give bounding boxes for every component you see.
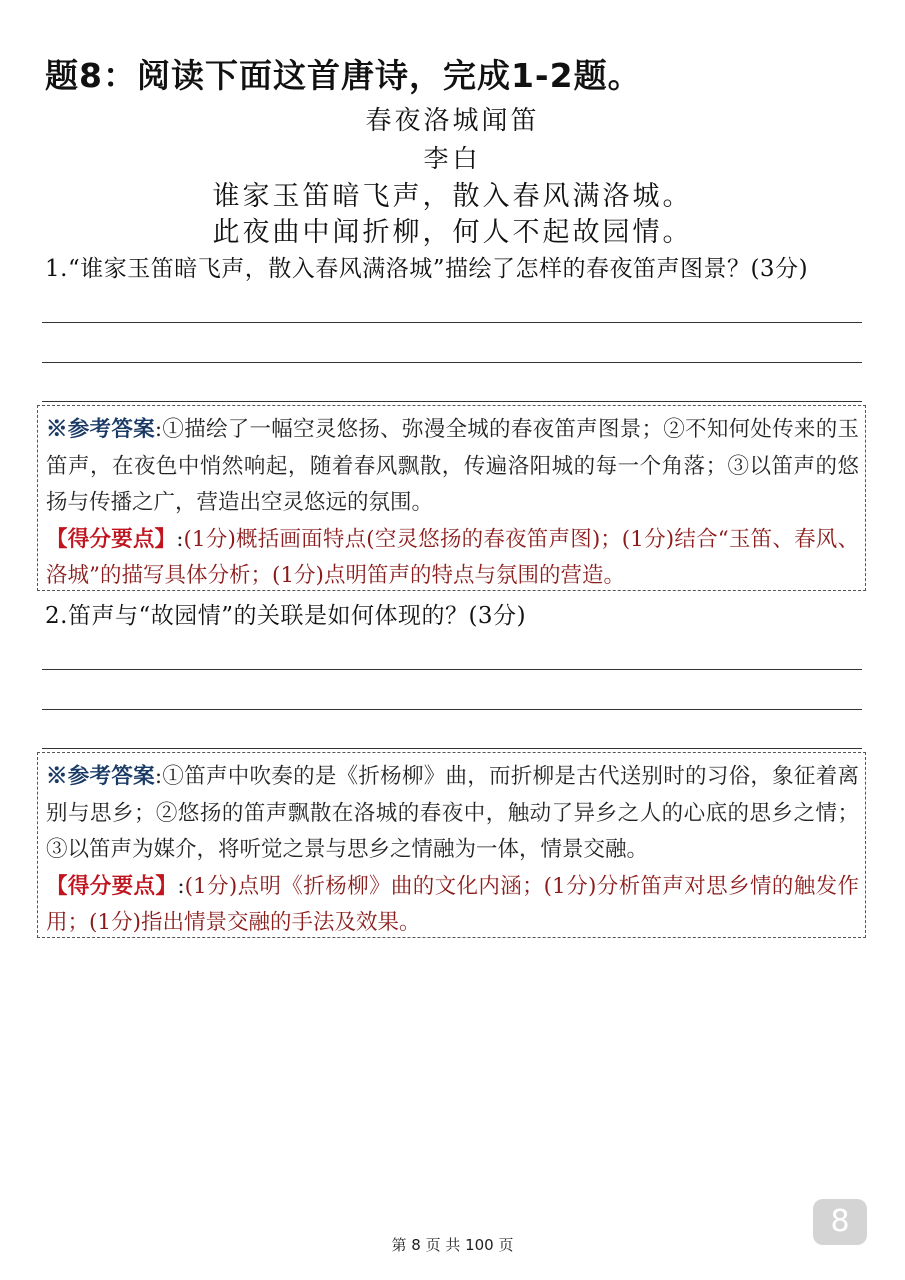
scoring-points-label: 【得分要点】 [46,873,178,899]
answer-line [42,401,862,402]
answer-line [42,748,862,749]
answer-line [42,709,862,710]
answer-line [42,669,862,670]
reference-answer-box-2: ※参考答案:①笛声中吹奏的是《折杨柳》曲，而折柳是古代送别时的习俗，象征着离别与思乡；②悠扬的笛声飘散在洛城的春夜中，触动了异乡之人的心底的思乡之情；③以笛声为媒介，将听觉之景与思乡之情融为一体，情景交融。 【得分要点】:(1分)点明《折杨柳》曲的文化内涵；(1分)分析笛声对思乡情的触发作用；(1分)指出情景交融的手法及效果。 [37,752,866,938]
reference-answer-text: ①笛声中吹奏的是《折杨柳》曲，而折柳是古代送别时的习俗，象征着离别与思乡；②悠扬的笛声飘散在洛城的春夜中，触动了异乡之人的心底的思乡之情；③以笛声为媒介，将听觉之景与思乡之情融为一体，情景交融。 [46,764,859,862]
page-number-badge: 8 [813,1199,867,1245]
reference-answer-label: ※参考答案 [46,417,155,442]
poem-author: 李白 [423,144,482,173]
answer-line [42,362,862,363]
poem-title: 春夜洛城闻笛 [365,106,540,136]
reference-answer-text: ①描绘了一幅空灵悠扬、弥漫全城的春夜笛声图景；②不知何处传来的玉笛声，在夜色中悄然响起，随着春风飘散，传遍洛阳城的每一个角落；③以笛声的悠扬与传播之广，营造出空灵悠远的氛围。 [46,417,859,515]
scoring-points-text: (1分)点明《折杨柳》曲的文化内涵；(1分)分析笛声对思乡情的触发作用；(1分)指出情景交融的手法及效果。 [46,873,859,935]
poem-line: 此夜曲中闻折柳，何人不起故园情。 [212,217,693,248]
question-2: 2.笛声与“故园情”的关联是如何体现的？(3分) [45,603,527,629]
poem-line: 谁家玉笛暗飞声，散入春风满洛城。 [212,181,693,212]
scoring-points-label: 【得分要点】 [46,526,177,552]
page-footer: 第 8 页 共 100 页 [391,1236,514,1254]
reference-answer-box-1: ※参考答案:①描绘了一幅空灵悠扬、弥漫全城的春夜笛声图景；②不知何处传来的玉笛声，在夜色中悄然响起，随着春风飘散，传遍洛阳城的每一个角落；③以笛声的悠扬与传播之广，营造出空灵悠远的氛围。 【得分要点】:(1分)概括画面特点(空灵悠扬的春夜笛声图)；(1分)结合“玉笛、春风、洛城”的描写具体分析；(1分)点明笛声的特点与氛围的营造。 [37,405,866,591]
question-1: 1.“谁家玉笛暗飞声，散入春风满洛城”描绘了怎样的春夜笛声图景？(3分) [45,256,809,282]
scoring-points-text: (1分)概括画面特点(空灵悠扬的春夜笛声图)；(1分)结合“玉笛、春风、洛城”的描写具体分析；(1分)点明笛声的特点与氛围的营造。 [46,526,859,588]
answer-line [42,322,862,323]
page-title: 题8：阅读下面这首唐诗，完成1-2题。 [45,56,642,95]
reference-answer-label: ※参考答案 [46,764,155,789]
